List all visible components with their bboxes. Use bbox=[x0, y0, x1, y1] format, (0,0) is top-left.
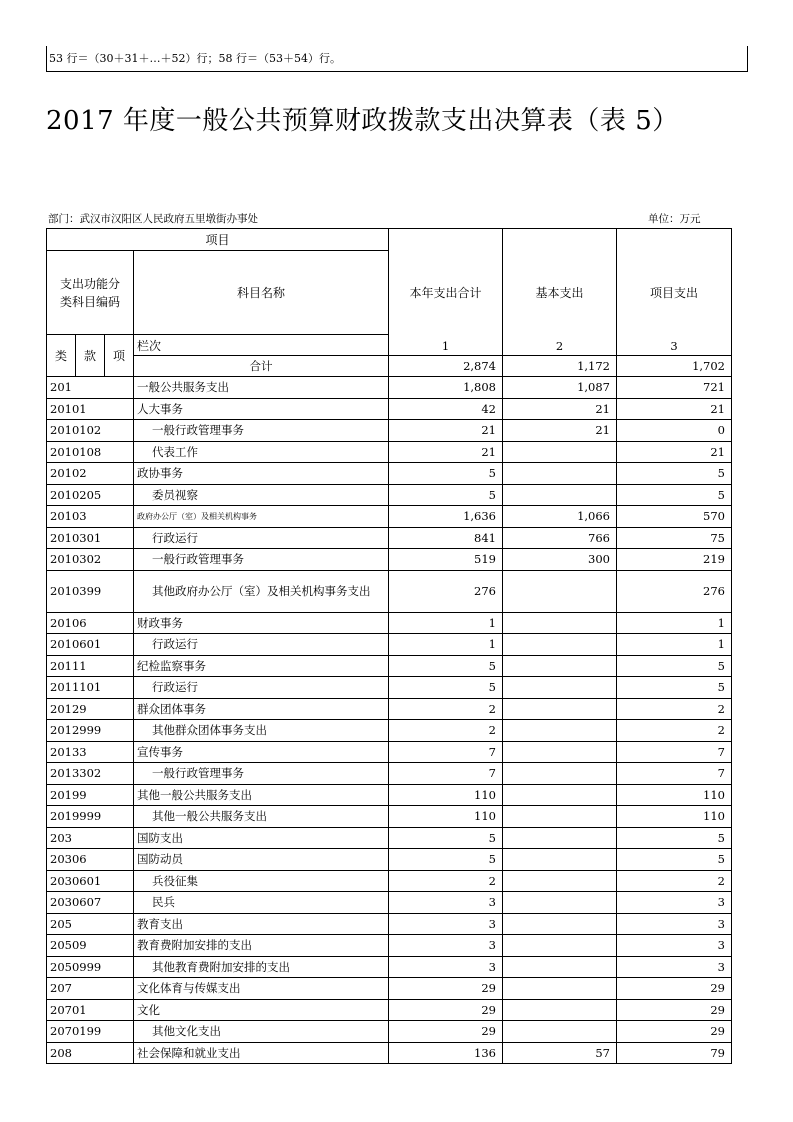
row-total: 5 bbox=[389, 849, 503, 871]
row-project: 5 bbox=[617, 655, 732, 677]
department-label: 部门：武汉市汉阳区人民政府五里墩街办事处 bbox=[48, 213, 258, 225]
table-row bbox=[47, 849, 732, 871]
row-basic bbox=[503, 956, 617, 978]
row-total: 841 bbox=[389, 527, 503, 549]
row-total: 21 bbox=[389, 441, 503, 463]
table-row bbox=[47, 956, 732, 978]
kuan-header: 款 bbox=[76, 335, 105, 377]
row-total: 5 bbox=[389, 677, 503, 699]
table-row bbox=[47, 570, 732, 612]
xiang-header: 项 bbox=[105, 335, 134, 377]
row-basic bbox=[503, 655, 617, 677]
table-row bbox=[47, 677, 732, 699]
table-row bbox=[47, 763, 732, 785]
row-basic bbox=[503, 999, 617, 1021]
column-no-label: 栏次 bbox=[134, 335, 389, 356]
table-row bbox=[47, 741, 732, 763]
row-name: 其他一般公共服务支出 bbox=[134, 806, 389, 828]
row-basic bbox=[503, 913, 617, 935]
row-basic bbox=[503, 720, 617, 742]
footnote-text: 53 行＝（30＋31＋…＋52）行；58 行＝（53＋54）行。 bbox=[49, 52, 341, 65]
row-name: 行政运行 bbox=[134, 677, 389, 699]
row-code: 2013302 bbox=[47, 763, 134, 785]
row-total: 1,808 bbox=[389, 377, 503, 399]
row-code: 201 bbox=[47, 377, 134, 399]
header-row-1 bbox=[47, 229, 732, 251]
row-basic bbox=[503, 612, 617, 634]
row-name: 群众团体事务 bbox=[134, 698, 389, 720]
row-project: 3 bbox=[617, 892, 732, 914]
row-name: 其他一般公共服务支出 bbox=[134, 784, 389, 806]
row-code: 2050999 bbox=[47, 956, 134, 978]
row-code: 208 bbox=[47, 1042, 134, 1064]
row-project: 2 bbox=[617, 870, 732, 892]
table-row bbox=[47, 549, 732, 571]
row-project: 3 bbox=[617, 913, 732, 935]
row-code: 20133 bbox=[47, 741, 134, 763]
row-project: 79 bbox=[617, 1042, 732, 1064]
row-total: 3 bbox=[389, 913, 503, 935]
row-total: 276 bbox=[389, 570, 503, 612]
total-row-total: 2,874 bbox=[463, 359, 496, 373]
row-project: 5 bbox=[617, 463, 732, 485]
table-row bbox=[47, 999, 732, 1021]
row-basic bbox=[503, 935, 617, 957]
table-row bbox=[47, 634, 732, 656]
row-name: 教育支出 bbox=[134, 913, 389, 935]
row-project: 110 bbox=[617, 806, 732, 828]
row-project: 21 bbox=[617, 398, 732, 420]
col3-number: 3 bbox=[670, 339, 678, 353]
row-total: 2 bbox=[389, 698, 503, 720]
row-code: 2010302 bbox=[47, 549, 134, 571]
table-row bbox=[47, 913, 732, 935]
row-project: 721 bbox=[617, 377, 732, 399]
row-project: 1 bbox=[617, 612, 732, 634]
row-project: 3 bbox=[617, 956, 732, 978]
row-project: 0 bbox=[617, 420, 732, 442]
page-title: 2017 年度一般公共预算财政拨款支出决算表（表 5） bbox=[46, 106, 679, 136]
table-row bbox=[47, 398, 732, 420]
header-row-4 bbox=[47, 356, 732, 377]
row-project: 7 bbox=[617, 741, 732, 763]
table-row bbox=[47, 698, 732, 720]
row-project: 5 bbox=[617, 677, 732, 699]
total-row-basic: 1,172 bbox=[577, 359, 610, 373]
row-name: 行政运行 bbox=[134, 634, 389, 656]
row-code: 203 bbox=[47, 827, 134, 849]
row-basic bbox=[503, 849, 617, 871]
unit-label: 单位：万元 bbox=[648, 213, 701, 225]
row-basic bbox=[503, 441, 617, 463]
table-row bbox=[47, 655, 732, 677]
row-basic bbox=[503, 784, 617, 806]
table-row bbox=[47, 870, 732, 892]
row-code: 20101 bbox=[47, 398, 134, 420]
table-row bbox=[47, 720, 732, 742]
table-row bbox=[47, 377, 732, 399]
row-total: 5 bbox=[389, 484, 503, 506]
row-basic bbox=[503, 978, 617, 1000]
code-header: 支出功能分类科目编码 bbox=[47, 251, 134, 335]
row-total: 42 bbox=[389, 398, 503, 420]
row-code: 2030601 bbox=[47, 870, 134, 892]
row-name: 政府办公厅（室）及相关机构事务 bbox=[134, 506, 389, 528]
total-header: 本年支出合计 bbox=[389, 229, 503, 356]
row-name: 民兵 bbox=[134, 892, 389, 914]
row-basic bbox=[503, 698, 617, 720]
table-row bbox=[47, 1021, 732, 1043]
row-total: 29 bbox=[389, 1021, 503, 1043]
row-basic: 57 bbox=[503, 1042, 617, 1064]
row-basic bbox=[503, 870, 617, 892]
row-code: 2010205 bbox=[47, 484, 134, 506]
row-total: 3 bbox=[389, 892, 503, 914]
row-basic bbox=[503, 741, 617, 763]
row-total: 1 bbox=[389, 634, 503, 656]
row-total: 1,636 bbox=[389, 506, 503, 528]
row-code: 20199 bbox=[47, 784, 134, 806]
row-name: 一般行政管理事务 bbox=[134, 549, 389, 571]
row-basic bbox=[503, 484, 617, 506]
row-name: 文化 bbox=[134, 999, 389, 1021]
row-project: 5 bbox=[617, 484, 732, 506]
row-code: 20509 bbox=[47, 935, 134, 957]
row-code: 2070199 bbox=[47, 1021, 134, 1043]
basic-header: 基本支出 bbox=[503, 229, 617, 356]
row-basic bbox=[503, 570, 617, 612]
row-code: 2010108 bbox=[47, 441, 134, 463]
table-row bbox=[47, 806, 732, 828]
col2-cell bbox=[503, 339, 617, 377]
row-total: 110 bbox=[389, 806, 503, 828]
row-code: 20701 bbox=[47, 999, 134, 1021]
row-project: 570 bbox=[617, 506, 732, 528]
row-total: 7 bbox=[389, 763, 503, 785]
row-code: 2010399 bbox=[47, 570, 134, 612]
col3-cell bbox=[617, 339, 732, 377]
row-code: 20106 bbox=[47, 612, 134, 634]
row-name: 委员视察 bbox=[134, 484, 389, 506]
row-basic: 21 bbox=[503, 398, 617, 420]
row-total: 136 bbox=[389, 1042, 503, 1064]
row-code: 2010301 bbox=[47, 527, 134, 549]
table-row bbox=[47, 784, 732, 806]
name-header: 科目名称 bbox=[134, 251, 389, 335]
row-name: 纪检监察事务 bbox=[134, 655, 389, 677]
row-name: 行政运行 bbox=[134, 527, 389, 549]
row-total: 5 bbox=[389, 463, 503, 485]
row-total: 110 bbox=[389, 784, 503, 806]
table-row bbox=[47, 935, 732, 957]
row-project: 2 bbox=[617, 698, 732, 720]
table-row bbox=[47, 612, 732, 634]
row-code: 20306 bbox=[47, 849, 134, 871]
project-header: 项目 bbox=[47, 229, 389, 251]
row-project: 219 bbox=[617, 549, 732, 571]
row-project: 5 bbox=[617, 849, 732, 871]
row-total: 29 bbox=[389, 978, 503, 1000]
row-name: 其他文化支出 bbox=[134, 1021, 389, 1043]
row-total: 29 bbox=[389, 999, 503, 1021]
row-name: 其他政府办公厅（室）及相关机构事务支出 bbox=[134, 570, 389, 612]
row-basic bbox=[503, 634, 617, 656]
row-basic: 766 bbox=[503, 527, 617, 549]
row-project: 5 bbox=[617, 827, 732, 849]
project-exp-header: 项目支出 bbox=[617, 229, 732, 356]
row-name: 一般公共服务支出 bbox=[134, 377, 389, 399]
row-name: 宣传事务 bbox=[134, 741, 389, 763]
table-row bbox=[47, 463, 732, 485]
expenditure-table bbox=[46, 228, 732, 1064]
row-basic: 1,087 bbox=[503, 377, 617, 399]
row-basic bbox=[503, 892, 617, 914]
row-name: 教育费附加安排的支出 bbox=[134, 935, 389, 957]
row-basic: 1,066 bbox=[503, 506, 617, 528]
row-code: 205 bbox=[47, 913, 134, 935]
row-total: 1 bbox=[389, 612, 503, 634]
table-row bbox=[47, 506, 732, 528]
table-row bbox=[47, 420, 732, 442]
lei-header: 类 bbox=[47, 335, 76, 377]
row-total: 3 bbox=[389, 935, 503, 957]
row-project: 1 bbox=[617, 634, 732, 656]
row-code: 20103 bbox=[47, 506, 134, 528]
col1-cell bbox=[389, 339, 503, 377]
row-code: 2012999 bbox=[47, 720, 134, 742]
table-row bbox=[47, 978, 732, 1000]
row-code: 2010102 bbox=[47, 420, 134, 442]
total-row-project: 1,702 bbox=[692, 359, 725, 373]
row-name: 国防动员 bbox=[134, 849, 389, 871]
table-row bbox=[47, 827, 732, 849]
row-basic bbox=[503, 677, 617, 699]
row-total: 2 bbox=[389, 870, 503, 892]
row-name: 一般行政管理事务 bbox=[134, 763, 389, 785]
row-name: 人大事务 bbox=[134, 398, 389, 420]
row-name: 国防支出 bbox=[134, 827, 389, 849]
row-project: 2 bbox=[617, 720, 732, 742]
row-name: 社会保障和就业支出 bbox=[134, 1042, 389, 1064]
table-row bbox=[47, 892, 732, 914]
row-basic bbox=[503, 763, 617, 785]
row-total: 7 bbox=[389, 741, 503, 763]
row-basic: 21 bbox=[503, 420, 617, 442]
table-row bbox=[47, 527, 732, 549]
row-total: 21 bbox=[389, 420, 503, 442]
row-project: 276 bbox=[617, 570, 732, 612]
row-name: 政协事务 bbox=[134, 463, 389, 485]
total-row-label: 合计 bbox=[134, 356, 389, 377]
row-project: 29 bbox=[617, 978, 732, 1000]
row-code: 2019999 bbox=[47, 806, 134, 828]
col2-number: 2 bbox=[555, 339, 564, 353]
row-project: 29 bbox=[617, 999, 732, 1021]
row-project: 110 bbox=[617, 784, 732, 806]
row-total: 3 bbox=[389, 956, 503, 978]
row-code: 2011101 bbox=[47, 677, 134, 699]
row-total: 5 bbox=[389, 655, 503, 677]
table-row bbox=[47, 441, 732, 463]
row-basic bbox=[503, 1021, 617, 1043]
col1-number: 1 bbox=[441, 339, 450, 353]
row-name: 代表工作 bbox=[134, 441, 389, 463]
row-name: 一般行政管理事务 bbox=[134, 420, 389, 442]
row-project: 7 bbox=[617, 763, 732, 785]
row-basic bbox=[503, 463, 617, 485]
row-basic bbox=[503, 827, 617, 849]
table-row bbox=[47, 1042, 732, 1064]
row-code: 20111 bbox=[47, 655, 134, 677]
row-basic: 300 bbox=[503, 549, 617, 571]
row-code: 2010601 bbox=[47, 634, 134, 656]
row-project: 75 bbox=[617, 527, 732, 549]
row-project: 21 bbox=[617, 441, 732, 463]
row-code: 20102 bbox=[47, 463, 134, 485]
row-total: 2 bbox=[389, 720, 503, 742]
row-project: 29 bbox=[617, 1021, 732, 1043]
row-total: 519 bbox=[389, 549, 503, 571]
row-basic bbox=[503, 806, 617, 828]
row-name: 其他群众团体事务支出 bbox=[134, 720, 389, 742]
footnote-box bbox=[46, 46, 748, 72]
row-name: 文化体育与传媒支出 bbox=[134, 978, 389, 1000]
row-code: 20129 bbox=[47, 698, 134, 720]
row-project: 3 bbox=[617, 935, 732, 957]
row-total: 5 bbox=[389, 827, 503, 849]
row-code: 2030607 bbox=[47, 892, 134, 914]
row-name: 其他教育费附加安排的支出 bbox=[134, 956, 389, 978]
row-code: 207 bbox=[47, 978, 134, 1000]
row-name: 财政事务 bbox=[134, 612, 389, 634]
row-name: 兵役征集 bbox=[134, 870, 389, 892]
table-row bbox=[47, 484, 732, 506]
